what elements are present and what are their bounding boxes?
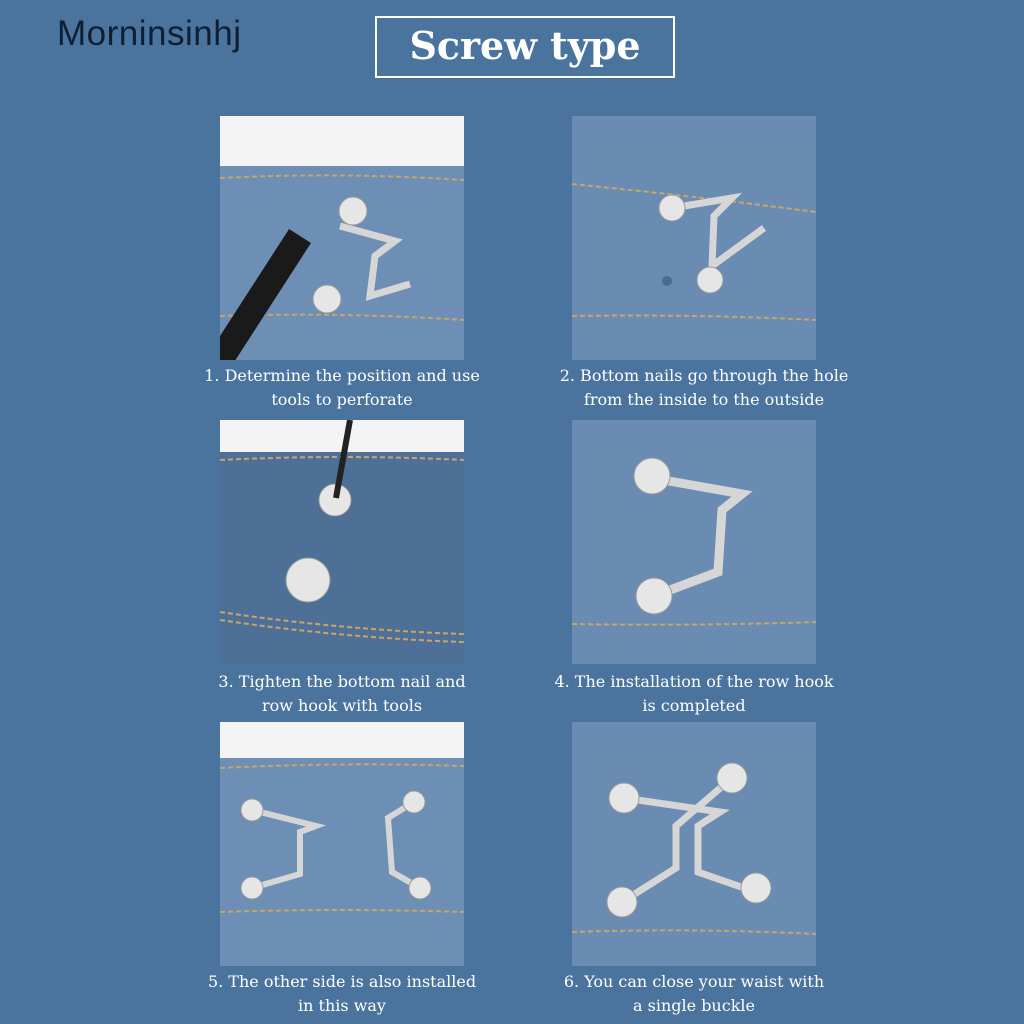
brand-logo-text: Morninsinhj bbox=[57, 14, 242, 53]
step-3-caption-line1: 3. Tighten the bottom nail and bbox=[218, 672, 466, 691]
step-2-caption-line1: 2. Bottom nails go through the hole bbox=[559, 366, 849, 385]
step-4-photo bbox=[572, 420, 816, 664]
step-5-caption-line1: 5. The other side is also installed bbox=[207, 972, 477, 991]
page-title: Screw type bbox=[375, 16, 675, 78]
step-4-caption-line1: 4. The installation of the row hook bbox=[554, 672, 834, 691]
step-3-caption bbox=[182, 670, 502, 718]
step-3-photo bbox=[220, 420, 464, 664]
step-1-photo bbox=[220, 116, 464, 360]
step-1-caption-line2: tools to perforate bbox=[271, 390, 413, 409]
step-6-caption-line1: 6. You can close your waist with bbox=[563, 972, 825, 991]
step-1-caption-line1: 1. Determine the position and use bbox=[204, 366, 480, 385]
step-3-caption-line2: row hook with tools bbox=[261, 696, 423, 715]
step-6-caption-line2: a single buckle bbox=[633, 996, 755, 1015]
step-1-caption bbox=[182, 364, 502, 412]
step-5-caption-line2: in this way bbox=[298, 996, 386, 1015]
step-4-caption-line2: is completed bbox=[642, 696, 746, 715]
step-5-caption bbox=[182, 970, 502, 1018]
step-6-photo bbox=[572, 722, 816, 966]
step-2-photo bbox=[572, 116, 816, 360]
step-2-caption-line2: from the inside to the outside bbox=[583, 390, 825, 409]
step-4-caption bbox=[534, 670, 854, 718]
step-2-caption bbox=[544, 364, 864, 412]
step-6-caption bbox=[534, 970, 854, 1018]
step-5-photo bbox=[220, 722, 464, 966]
